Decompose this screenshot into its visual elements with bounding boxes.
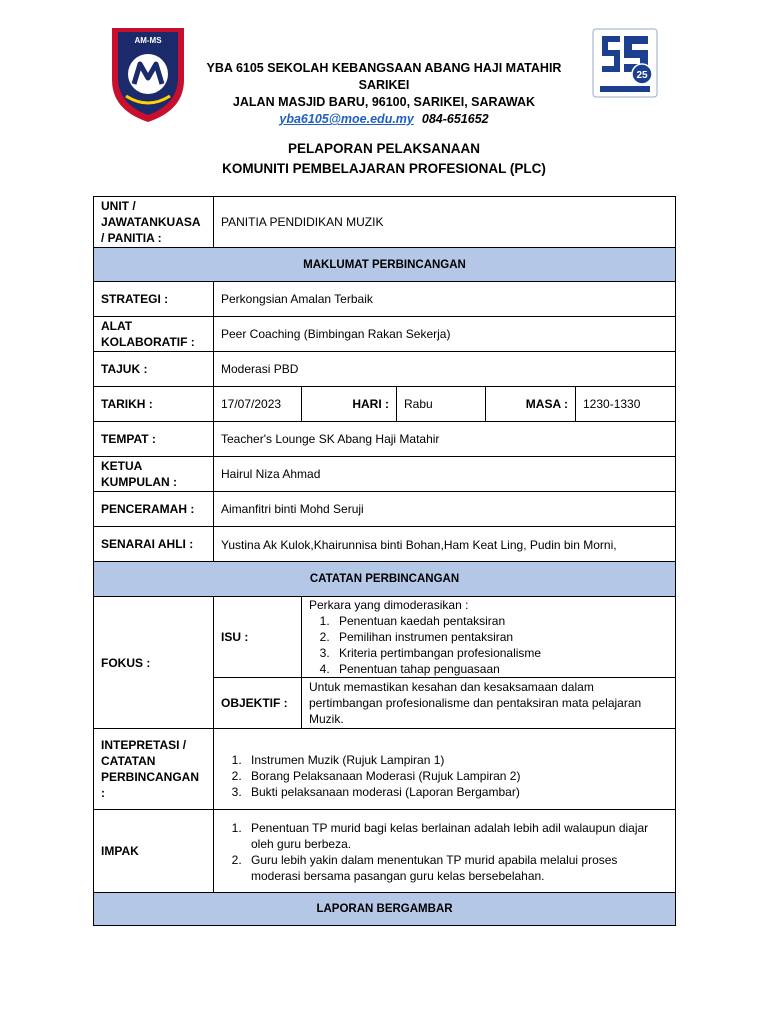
school-info: [190, 60, 578, 128]
tajuk-value: Moderasi PBD: [214, 352, 676, 387]
ahli-label: SENARAI AHLI :: [94, 527, 214, 562]
section-catatan-heading: CATATAN PERBINCANGAN: [94, 562, 676, 597]
plc-report-table: [93, 196, 676, 926]
interpretasi-label: INTEPRETASI / CATATAN PERBINCANGAN :: [94, 729, 214, 810]
unit-row: [94, 197, 676, 248]
list-item: 1. Penentuan kaedah pentaksiran: [333, 613, 668, 629]
school-email-link[interactable]: yba6105@moe.edu.my: [279, 112, 414, 126]
list-item: 2. Pemilihan instrumen pentaksiran: [333, 629, 668, 645]
strategi-value: Perkongsian Amalan Terbaik: [214, 282, 676, 317]
ketua-label: KETUA KUMPULAN :: [94, 457, 214, 492]
tempat-row: [94, 422, 676, 457]
isu-label: ISU :: [214, 597, 302, 678]
list-item: 3. Bukti pelaksanaan moderasi (Laporan Bergambar): [245, 784, 668, 800]
school-address: JALAN MASJID BARU, 96100, SARIKEI, SARAWAK: [232, 95, 536, 109]
isu-intro: Perkara yang dimoderasikan :: [309, 598, 469, 612]
list-item: 1. Instrumen Muzik (Rujuk Lampiran 1): [245, 752, 668, 768]
report-title: [0, 139, 768, 179]
isu-row: [94, 597, 676, 678]
tempat-label: TEMPAT :: [94, 422, 214, 457]
fokus-label: FOKUS :: [94, 597, 214, 729]
ketua-value: Hairul Niza Ahmad: [214, 457, 676, 492]
hari-value: Rabu: [397, 387, 486, 422]
tempat-value: Teacher's Lounge SK Abang Haji Matahir: [214, 422, 676, 457]
ahli-value: Yustina Ak Kulok,Khairunnisa binti Bohan,Ham Keat Ling, Pudin bin Morni,: [214, 527, 676, 562]
objektif-label: OBJEKTIF :: [214, 678, 302, 729]
tarikh-row: [94, 387, 676, 422]
penceramah-label: PENCERAMAH :: [94, 492, 214, 527]
masa-label: MASA :: [486, 387, 576, 422]
impak-list: [221, 820, 668, 884]
penceramah-row: [94, 492, 676, 527]
unit-value: PANITIA PENDIDIKAN MUZIK: [214, 197, 676, 248]
isu-list: [309, 613, 668, 677]
penceramah-value: Aimanfitri binti Mohd Seruji: [214, 492, 676, 527]
crest-lettering: AM-MS: [134, 36, 162, 45]
anniversary-number: 25: [636, 70, 648, 81]
impak-content: [214, 810, 676, 893]
alat-value: Peer Coaching (Bimbingan Rakan Sekerja): [214, 317, 676, 352]
list-item: 4. Penentuan tahap penguasaan: [333, 661, 668, 677]
unit-label: UNIT / JAWATANKUASA / PANITIA :: [94, 197, 214, 248]
alat-label: ALAT KOLABORATIF :: [94, 317, 214, 352]
objektif-value: Untuk memastikan kesahan dan kesaksamaan dalam pertimbangan profesionalisme dan pentaksiran mata pelajaran Muzik.: [302, 678, 676, 729]
tajuk-label: TAJUK :: [94, 352, 214, 387]
tarikh-value: 17/07/2023: [214, 387, 302, 422]
impak-row: [94, 810, 676, 893]
strategi-label: STRATEGI :: [94, 282, 214, 317]
school-phone: 084-651652: [421, 112, 489, 126]
section-maklumat-row: [94, 248, 676, 282]
isu-content: [302, 597, 676, 678]
ketua-row: [94, 457, 676, 492]
interpretasi-list: [221, 752, 668, 800]
list-item: 2. Guru lebih yakin dalam menentukan TP murid apabila melalui proses moderasi bersama pasangan guru kelas bersebelahan.: [245, 852, 668, 884]
section-laporan-heading: LAPORAN BERGAMBAR: [94, 893, 676, 926]
interpretasi-content: [214, 729, 676, 810]
school-name: YBA 6105 SEKOLAH KEBANGSAAN ABANG HAJI MATAHIR SARIKEI: [206, 61, 562, 92]
anniversary-logo: [592, 28, 658, 98]
tajuk-row: [94, 352, 676, 387]
title-line-1: PELAPORAN PELAKSANAAN: [287, 141, 480, 156]
impak-label: IMPAK: [94, 810, 214, 893]
hari-label: HARI :: [302, 387, 397, 422]
interpretasi-row: [94, 729, 676, 810]
school-crest-logo: [104, 24, 192, 124]
section-laporan-row: [94, 893, 676, 926]
school-contact: [190, 111, 578, 128]
section-maklumat-heading: MAKLUMAT PERBINCANGAN: [94, 248, 676, 282]
tarikh-label: TARIKH :: [94, 387, 214, 422]
alat-row: [94, 317, 676, 352]
section-catatan-row: [94, 562, 676, 597]
ahli-row: [94, 527, 676, 562]
list-item: 1. Penentuan TP murid bagi kelas berlainan adalah lebih adil walaupun diajar oleh guru berbeza.: [245, 820, 668, 852]
strategi-row: [94, 282, 676, 317]
list-item: 2. Borang Pelaksanaan Moderasi (Rujuk Lampiran 2): [245, 768, 668, 784]
masa-value: 1230-1330: [576, 387, 676, 422]
list-item: 3. Kriteria pertimbangan profesionalisme: [333, 645, 668, 661]
title-line-2: KOMUNITI PEMBELAJARAN PROFESIONAL (PLC): [222, 161, 546, 176]
